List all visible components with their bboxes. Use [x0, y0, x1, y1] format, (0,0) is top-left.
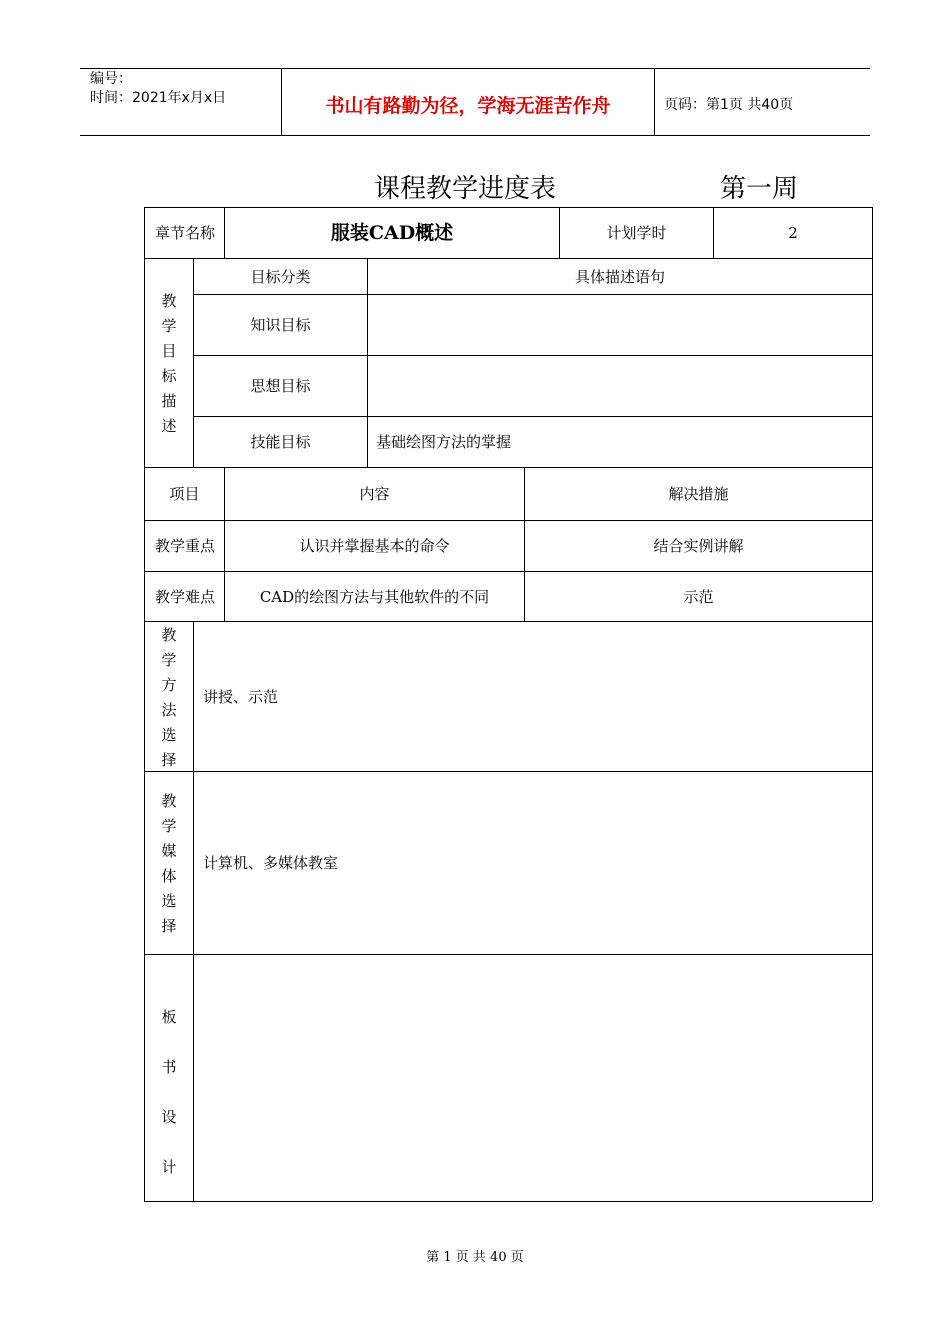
objective-description: [376, 356, 866, 416]
header-page-info: 页码：第1页 共40页: [664, 97, 794, 113]
key-point-content: 认识并掌握基本的命令: [299, 537, 450, 555]
objective-category-header: 目标分类: [250, 267, 311, 286]
week-label: 第一周: [720, 174, 799, 204]
page-title: 课程教学进度表: [374, 174, 557, 204]
board-label: 板书设计: [161, 1008, 177, 1176]
method-value: 讲授、示范: [203, 687, 279, 706]
difficulty-content: CAD的绘图方法与其他软件的不同: [259, 587, 490, 606]
objective-description: [376, 295, 866, 355]
item-header: 项目: [169, 485, 200, 503]
document-time-label: 时间：2021年x月x日: [90, 90, 227, 106]
header-divider: [654, 68, 655, 135]
hours-value: 2: [788, 224, 798, 242]
header-meta: [90, 70, 226, 108]
chapter-value: 服装CAD概述: [330, 222, 454, 244]
objective-description: 基础绘图方法的掌握: [376, 433, 512, 451]
table-border: [144, 207, 145, 1201]
content-header: 内容: [359, 485, 390, 503]
header-bottom-rule: [80, 135, 870, 136]
objective-category: 知识目标: [250, 316, 311, 334]
objectives-label: 教学目标描述: [161, 292, 177, 435]
media-value: 计算机、多媒体教室: [203, 854, 339, 872]
table-rule: [193, 621, 194, 1201]
objective-category: 思想目标: [250, 377, 311, 395]
objective-category: 技能目标: [250, 433, 311, 451]
media-label: 教学媒体选择: [161, 792, 177, 935]
board-value: [203, 955, 863, 1201]
page-footer: 第 1 页 共 40 页: [426, 1250, 524, 1265]
chapter-label: 章节名称: [154, 224, 215, 242]
method-label: 教学方法选择: [161, 626, 177, 769]
table-border: [144, 1201, 872, 1202]
difficulty-label: 教学难点: [154, 587, 215, 606]
objective-description-header: 具体描述语句: [574, 267, 665, 286]
document-number-label: 编号：: [90, 71, 132, 87]
table-border: [872, 207, 873, 1201]
header-top-rule: [80, 68, 870, 69]
hours-label: 计划学时: [606, 224, 667, 242]
solution-header: 解决措施: [668, 485, 729, 503]
key-point-solution: 结合实例讲解: [653, 537, 744, 555]
difficulty-solution: 示范: [683, 587, 714, 606]
key-point-label: 教学重点: [154, 537, 215, 555]
header-motto: 书山有路勤为径，学海无涯苦作舟: [325, 95, 611, 117]
